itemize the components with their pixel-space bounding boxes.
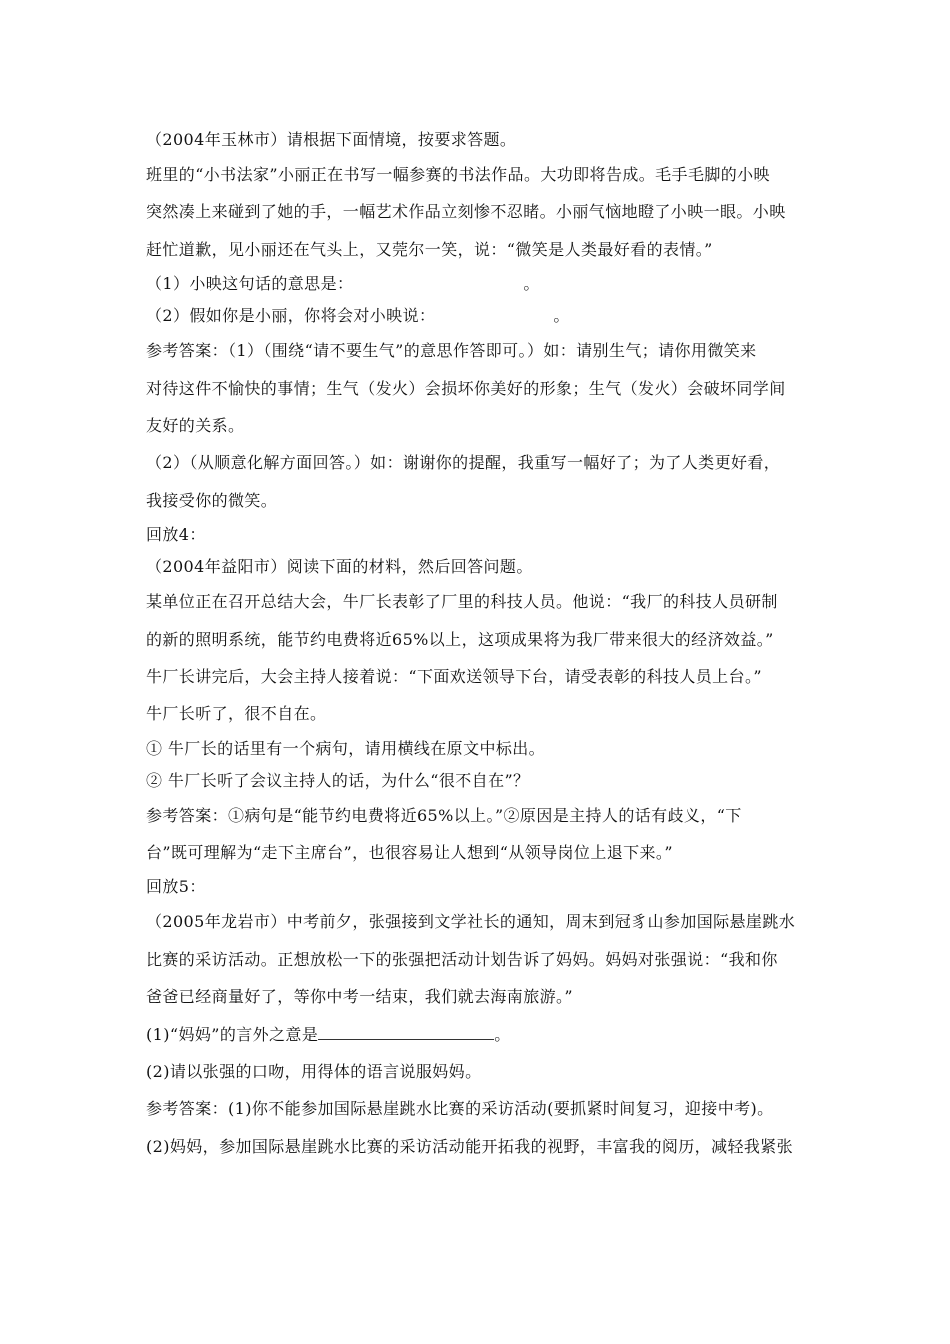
text-line: 比赛的采访活动。正想放松一下的张强把活动计划告诉了妈妈。妈妈对张强说：“我和你 [146, 949, 778, 969]
period: 。 [523, 274, 540, 294]
text-line: 某单位正在召开总结大会，牛厂长表彰了厂里的科技人员。他说：“我厂的科技人员研制 [146, 592, 778, 612]
question-line [146, 268, 810, 300]
text-line: （2004年玉林市）请根据下面情境，按要求答题。 [146, 130, 517, 149]
section-heading: 回放4： [146, 525, 206, 545]
text-line: 台”既可理解为“走下主席台”，也很容易让人想到“从领导岗位上退下来。” [146, 843, 673, 863]
period: 。 [494, 1024, 511, 1044]
text-line: 赶忙道歉，见小丽还在气头上，又莞尔一笑，说：“微笑是人类最好看的表情。” [146, 239, 713, 259]
text-line: （2005年龙岩市）中考前夕，张强接到文学社长的通知，周末到冠豸山参加国际悬崖跳水 [146, 912, 796, 932]
text-line: 参考答案：（1）（围绕“请不要生气”的意思作答即可。）如：请别生气；请你用微笑来 [146, 341, 757, 361]
text-line: 我接受你的微笑。 [146, 490, 278, 510]
text-line: 班里的“小书法家”小丽正在书写一幅参赛的书法作品。大功即将告成。毛手毛脚的小映 [146, 165, 770, 184]
text-line: 友好的关系。 [146, 415, 245, 435]
text-line: 参考答案：①病句是“能节约电费将近65%以上。”②原因是主持人的话有歧义，“下 [146, 805, 742, 825]
text-line: ② 牛厂长听了会议主持人的话，为什么“很不自在”？ [146, 770, 530, 790]
question-text: （2）假如你是小丽，你将会对小映说： [146, 306, 436, 326]
question-line [146, 1016, 810, 1053]
text-line: 牛厂长听了，很不自在。 [146, 704, 327, 724]
text-line: 爸爸已经商量好了，等你中考一结束，我们就去海南旅游。” [146, 987, 573, 1007]
text-line: ① 牛厂长的话里有一个病句，请用横线在原文中标出。 [146, 738, 546, 758]
question-text: （1）小映这句话的意思是： [146, 274, 354, 294]
text-line: 突然凑上来碰到了她的手，一幅艺术作品立刻惨不忍睹。小丽气恼地瞪了小映一眼。小映 [146, 202, 786, 222]
answer-underline [318, 1025, 494, 1040]
section-heading: 回放5： [146, 877, 206, 897]
text-line: 对待这件不愉快的事情；生气（发火）会损坏你美好的形象；生气（发火）会破坏同学间 [146, 378, 786, 398]
document-body [146, 124, 810, 1165]
text-line: 的新的照明系统，能节约电费将近65%以上，这项成果将为我厂带来很大的经济效益。” [146, 629, 774, 649]
question-line [146, 300, 810, 332]
question-text: (1)“妈妈”的言外之意是 [146, 1024, 319, 1044]
text-line: (2)妈妈，参加国际悬崖跳水比赛的采访活动能开拓我的视野，丰富我的阅历，减轻我紧张 [146, 1136, 794, 1156]
text-line: (2)请以张强的口吻，用得体的语言说服妈妈。 [146, 1062, 482, 1082]
text-line: 参考答案：(1)你不能参加国际悬崖跳水比赛的采访活动(要抓紧时间复习，迎接中考)。 [146, 1099, 774, 1119]
text-line: 牛厂长讲完后，大会主持人接着说：“下面欢送领导下台，请受表彰的科技人员上台。” [146, 666, 762, 686]
text-line: （2004年益阳市）阅读下面的材料，然后回答问题。 [146, 557, 533, 577]
text-line: （2）（从顺意化解方面回答。）如：谢谢你的提醒，我重写一幅好了；为了人类更好看， [146, 453, 781, 473]
period: 。 [553, 306, 570, 326]
